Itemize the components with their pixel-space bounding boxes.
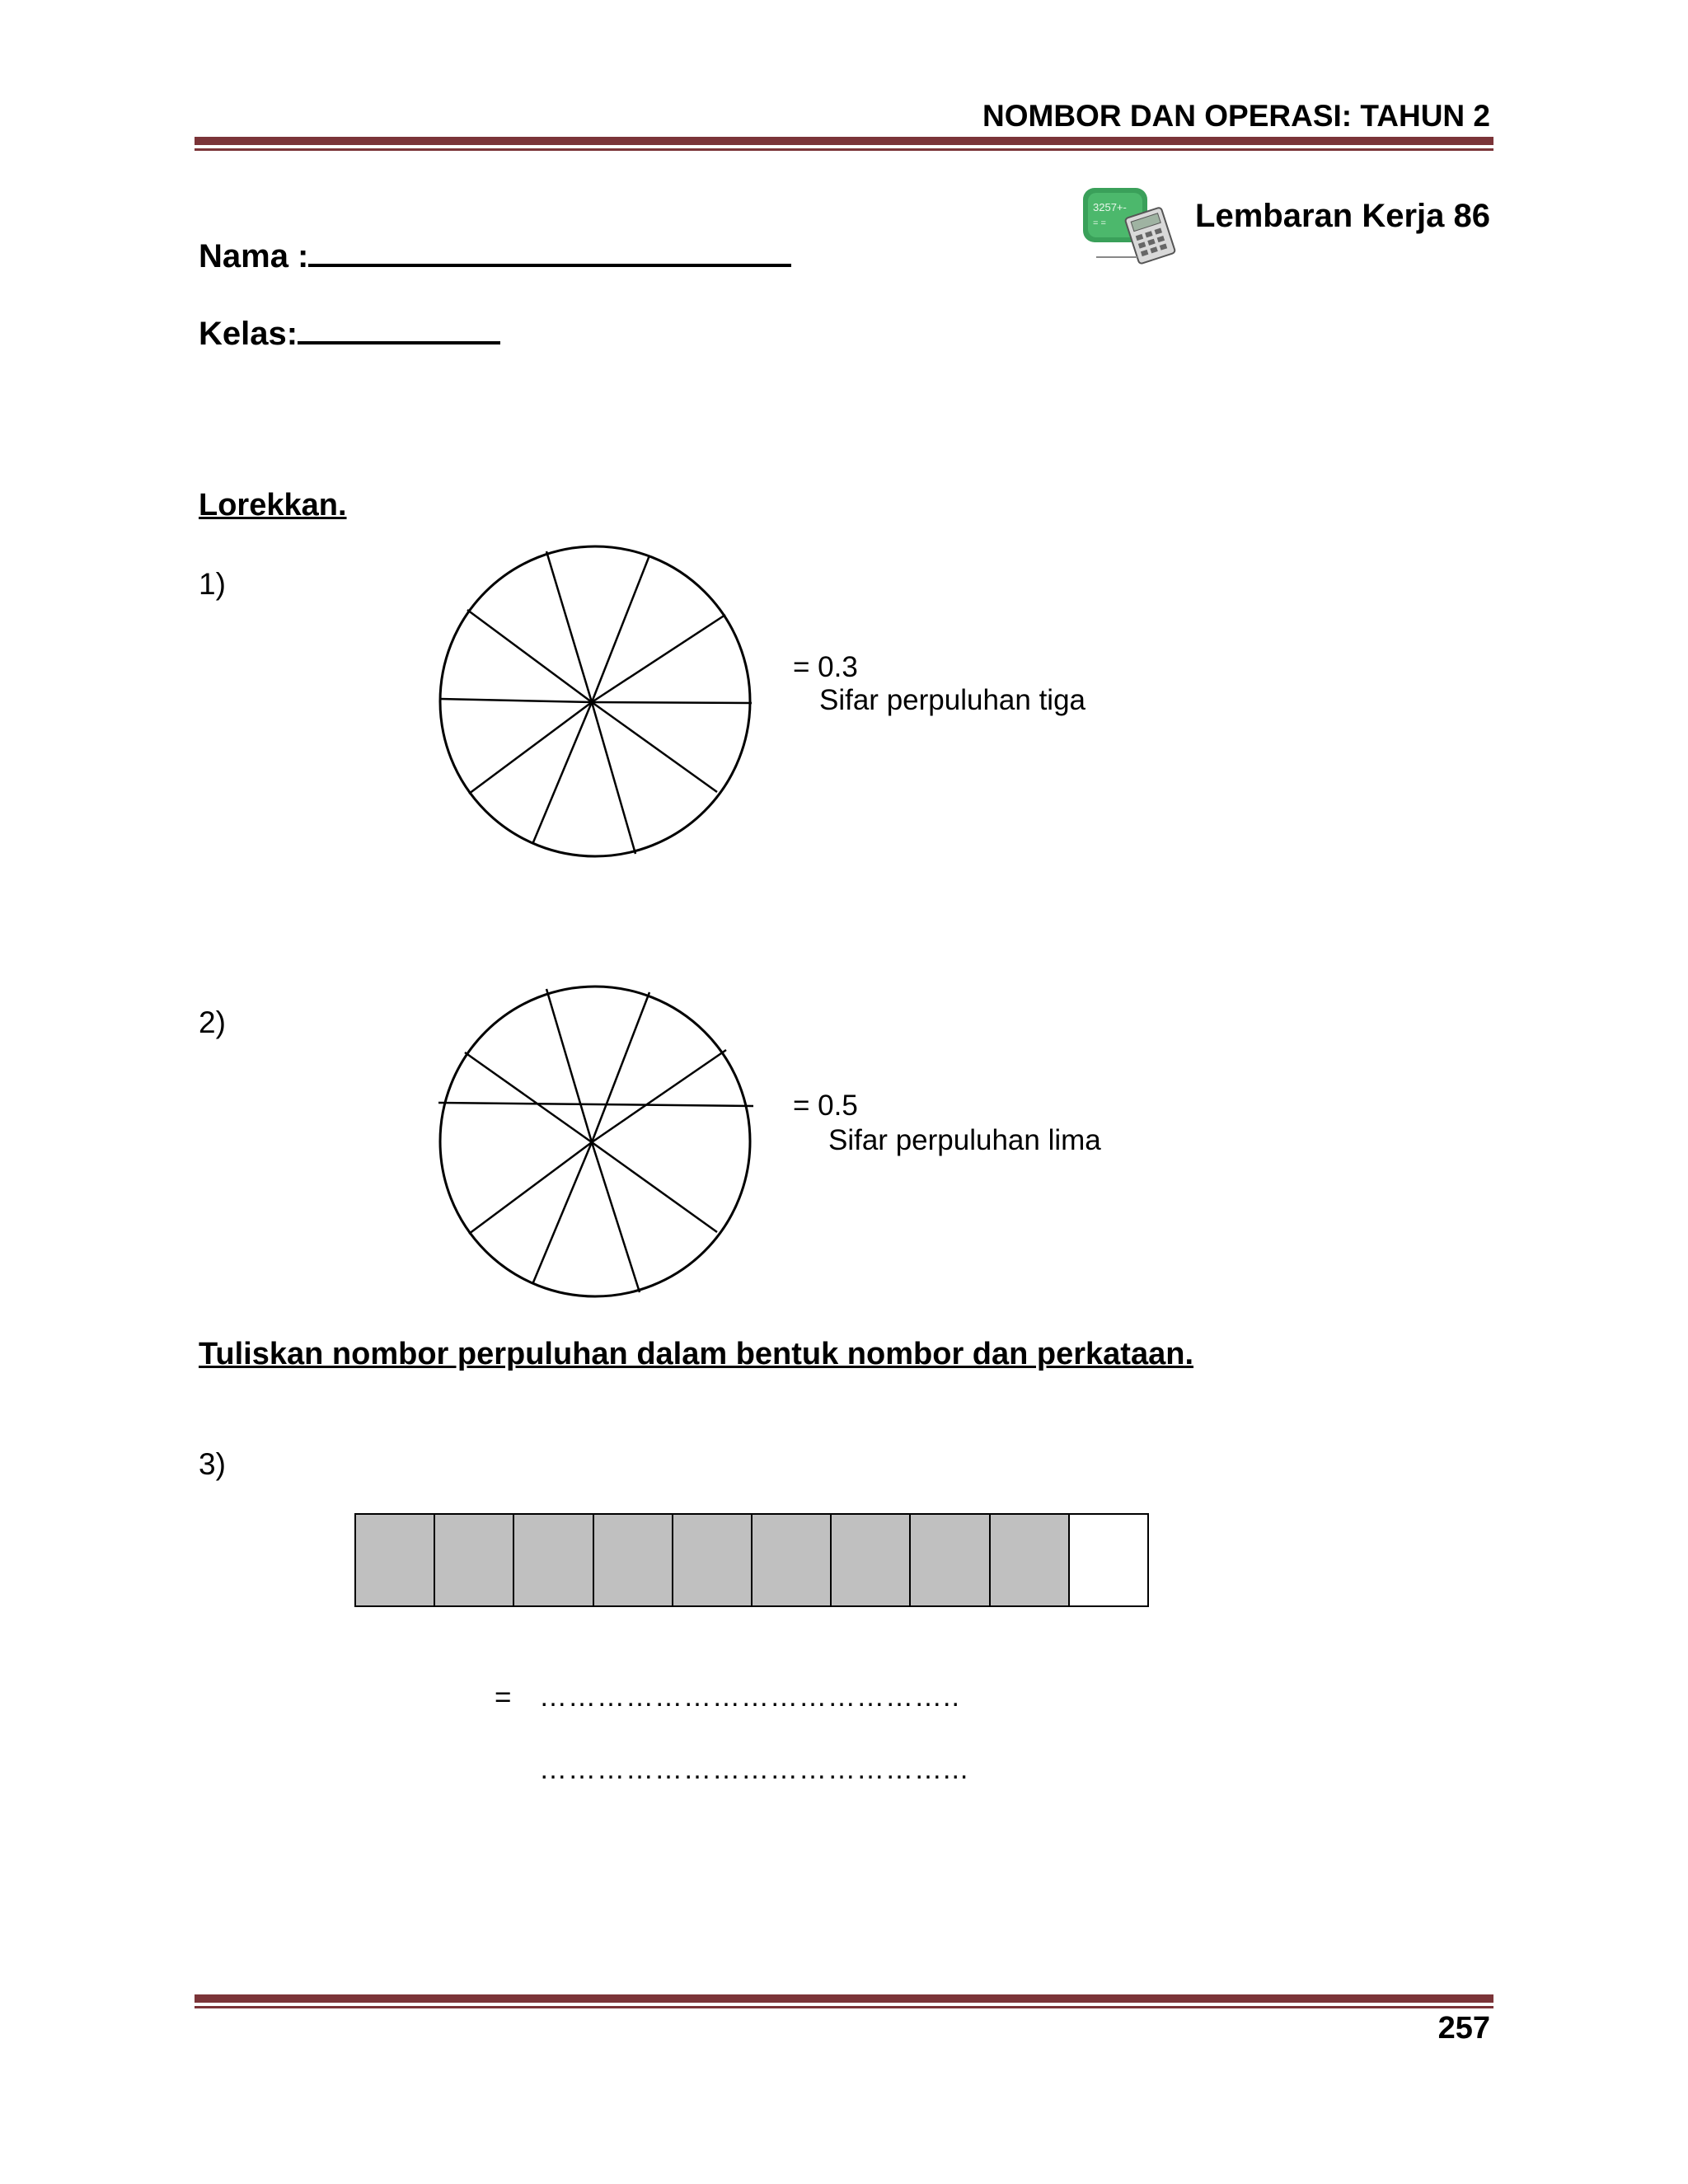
strip-cell-empty xyxy=(1070,1515,1147,1605)
logo-text: 3257+- xyxy=(1093,201,1127,213)
question-3-number: 3) xyxy=(199,1447,226,1481)
question-3-equals: = xyxy=(495,1681,512,1713)
question-2-words: Sifar perpuluhan lima xyxy=(828,1124,1101,1156)
circle-outline xyxy=(440,987,750,1296)
strip-cell-shaded xyxy=(514,1515,593,1605)
strip-cell-shaded xyxy=(356,1515,435,1605)
class-field xyxy=(199,313,500,353)
question-2-circle[interactable] xyxy=(437,981,753,1302)
question-1-equation: = 0.3 xyxy=(793,651,858,683)
svg-text:= =: = = xyxy=(1093,218,1106,228)
section1-instruction: Lorekkan. xyxy=(199,488,347,523)
section2-instruction: Tuliskan nombor perpuluhan dalam bentuk nombor dan perkataan. xyxy=(199,1337,1194,1371)
strip-cell-shaded xyxy=(594,1515,673,1605)
answer-line-words[interactable]: ……………………………………... xyxy=(539,1754,969,1785)
name-blank[interactable] xyxy=(308,236,791,267)
question-1-words: Sifar perpuluhan tiga xyxy=(819,684,1085,716)
strip-cell-shaded xyxy=(435,1515,514,1605)
header-title: NOMBOR DAN OPERASI: TAHUN 2 xyxy=(982,99,1490,133)
name-label: Nama : xyxy=(199,238,309,274)
strip-cell-shaded xyxy=(911,1515,990,1605)
question-2-equation: = 0.5 xyxy=(793,1090,858,1122)
strip-cell-shaded xyxy=(832,1515,911,1605)
segment-line xyxy=(592,702,752,703)
footer-rule-thin xyxy=(195,2006,1493,2008)
header-rule-thin xyxy=(195,148,1493,151)
footer-rule-thick xyxy=(195,1994,1493,2003)
strip-cell-shaded xyxy=(673,1515,753,1605)
decimal-strip xyxy=(354,1513,1149,1607)
question-1-number: 1) xyxy=(199,567,226,601)
calculator-chalkboard-icon xyxy=(1080,183,1182,265)
strip-cell-shaded xyxy=(991,1515,1070,1605)
class-blank[interactable] xyxy=(298,313,500,344)
answer-line-number[interactable]: …………………………………….. xyxy=(539,1681,960,1713)
strip-cell-shaded xyxy=(753,1515,832,1605)
class-label: Kelas: xyxy=(199,316,298,352)
question-1-circle[interactable] xyxy=(437,541,753,862)
question-2-number: 2) xyxy=(199,1005,226,1039)
page-number: 257 xyxy=(1437,2011,1490,2046)
worksheet-title: Lembaran Kerja 86 xyxy=(1195,198,1490,234)
name-field xyxy=(199,236,791,275)
header-rule-thick xyxy=(195,137,1493,145)
